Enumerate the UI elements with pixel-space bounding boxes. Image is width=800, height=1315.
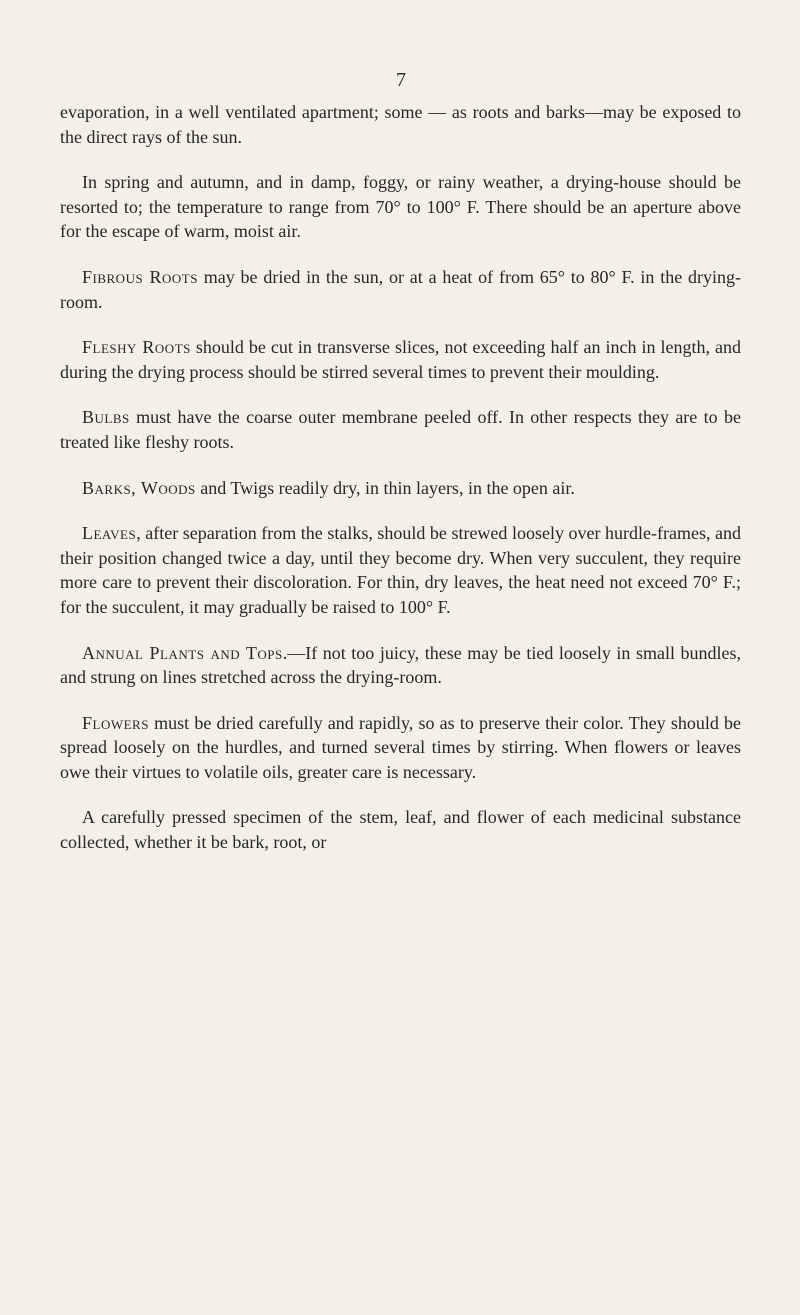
paragraph-annual-plants: [60, 641, 741, 690]
paragraph-bulbs-text: must have the coarse outer membrane peeled off. In other respects they are to be treated like fleshy roots.: [60, 407, 741, 452]
heading-annual-plants: Annual Plants and Tops: [82, 642, 283, 663]
heading-bulbs: Bulbs: [82, 407, 130, 428]
paragraph-flowers-text: must be dried carefully and rapidly, so as to preserve their color. They should be spread loosely on the hurdles, and turned several times by stirring. When flowers or leaves owe their virtues to volatile oils, greater care is necessary.: [60, 712, 741, 782]
paragraph-1: [60, 100, 741, 149]
heading-flowers: Flowers: [82, 712, 149, 733]
heading-fleshy-roots: Fleshy Roots: [82, 337, 191, 358]
paragraph-2-text: In spring and autumn, and in damp, foggy, or rainy weather, a drying-house should be resorted to; the temperature to range from 70° to 100° F. There should be an aperture above for the escape of warm, moist air.: [60, 172, 741, 242]
paragraph-2: [60, 170, 741, 244]
paragraph-specimen: [60, 805, 741, 854]
paragraph-leaves-text: , after separation from the stalks, should be strewed loosely over hurdle-frames, and their position changed twice a day, until they become dry. When very succulent, they require more care to prevent their discoloration. For thin, dry leaves, the heat need not exceed 70° F.; for the succulent, it may gradually be raised to 100° F.: [60, 523, 741, 617]
paragraph-flowers: [60, 711, 741, 785]
paragraph-specimen-text: A carefully pressed specimen of the stem, leaf, and flower of each medicinal substance collected, whether it be bark, root, or: [60, 807, 741, 853]
heading-barks-woods: Barks, Woods: [82, 477, 196, 498]
heading-fibrous-roots: Fibrous Roots: [82, 266, 198, 287]
paragraph-barks: [60, 476, 741, 501]
body-text: [60, 100, 741, 876]
paragraph-fibrous-roots: [60, 265, 741, 314]
paragraph-bulbs: [60, 405, 741, 454]
paragraph-1-text: evaporation, in a well ventilated apartment; some — as roots and barks—may be exposed to the direct rays of the sun.: [60, 102, 741, 147]
paragraph-fibrous-roots-text: may be dried in the sun, or at a heat of from 65° to 80° F. in the drying-room.: [60, 266, 741, 312]
heading-leaves: Leaves: [82, 523, 137, 544]
paragraph-annual-plants-text: .—If not too juicy, these may be tied loosely in small bundles, and strung on lines stretched across the drying-room.: [60, 642, 741, 688]
page-number: 7: [396, 69, 406, 91]
paragraph-fleshy-roots: [60, 335, 741, 384]
paragraph-leaves: [60, 521, 741, 619]
paragraph-fleshy-roots-text: should be cut in transverse slices, not exceeding half an inch in length, and during the drying process should be stirred several times to prevent their moulding.: [60, 337, 741, 382]
paragraph-barks-text: and Twigs readily dry, in thin layers, in the open air.: [195, 477, 575, 498]
